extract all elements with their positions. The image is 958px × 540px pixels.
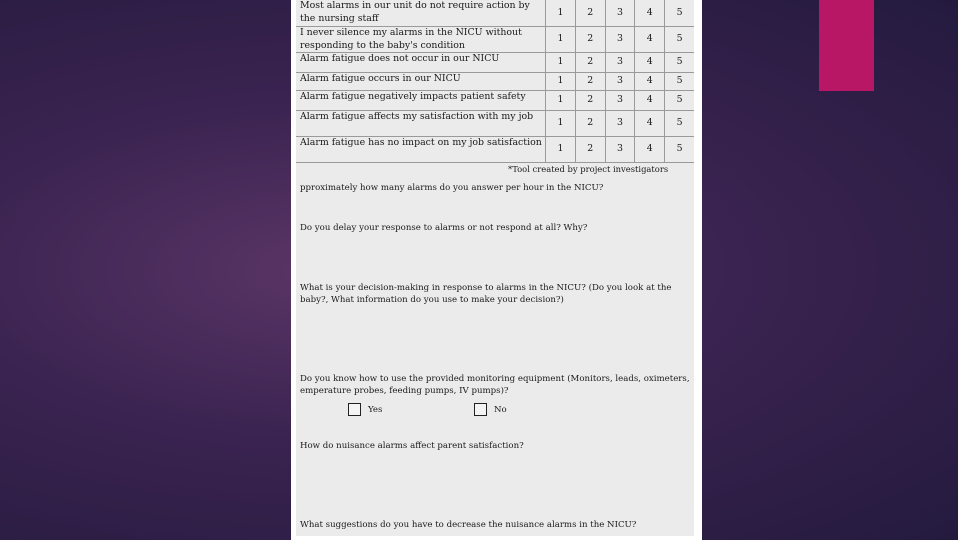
option-no[interactable] bbox=[474, 403, 507, 416]
survey-page bbox=[291, 0, 702, 540]
likert-statement: Alarm fatigue has no impact on my job satisfaction bbox=[296, 137, 546, 163]
likert-row bbox=[296, 111, 694, 137]
tool-credit: *Tool created by project investigators bbox=[508, 164, 669, 174]
likert-statement: Alarm fatigue occurs in our NICU bbox=[296, 73, 546, 91]
likert-score-4[interactable]: 4 bbox=[635, 91, 665, 111]
question-parent-satisfaction: How do nuisance alarms affect parent satisfaction? bbox=[300, 441, 524, 451]
likert-score-1[interactable]: 1 bbox=[546, 91, 576, 111]
likert-score-3[interactable]: 3 bbox=[605, 111, 635, 137]
likert-row bbox=[296, 137, 694, 163]
likert-score-5[interactable]: 5 bbox=[665, 91, 694, 111]
likert-score-5[interactable]: 5 bbox=[665, 111, 694, 137]
likert-row bbox=[296, 73, 694, 91]
likert-score-4[interactable]: 4 bbox=[635, 27, 665, 53]
likert-table bbox=[296, 0, 694, 163]
likert-row bbox=[296, 27, 694, 53]
yes-no-options bbox=[296, 403, 694, 417]
option-yes-label: Yes bbox=[368, 404, 383, 415]
option-yes[interactable] bbox=[348, 403, 382, 416]
likert-statement: Alarm fatigue does not occur in our NICU bbox=[296, 53, 546, 73]
likert-score-2[interactable]: 2 bbox=[575, 137, 605, 163]
likert-score-3[interactable]: 3 bbox=[605, 91, 635, 111]
likert-score-4[interactable]: 4 bbox=[635, 73, 665, 91]
likert-score-4[interactable]: 4 bbox=[635, 53, 665, 73]
likert-score-3[interactable]: 3 bbox=[605, 137, 635, 163]
likert-score-5[interactable]: 5 bbox=[665, 27, 694, 53]
likert-row bbox=[296, 91, 694, 111]
likert-score-5[interactable]: 5 bbox=[665, 73, 694, 91]
likert-score-4[interactable]: 4 bbox=[635, 137, 665, 163]
question-monitoring-equipment: Do you know how to use the provided monitoring equipment (Monitors, leads, oximeters, emperature probes, feeding pumps, IV pumps)? bbox=[300, 374, 690, 396]
likert-score-2[interactable]: 2 bbox=[575, 27, 605, 53]
likert-score-3[interactable]: 3 bbox=[605, 73, 635, 91]
likert-score-2[interactable]: 2 bbox=[575, 91, 605, 111]
likert-score-2[interactable]: 2 bbox=[575, 73, 605, 91]
likert-score-1[interactable]: 1 bbox=[546, 27, 576, 53]
question-delay-response: Do you delay your response to alarms or not respond at all? Why? bbox=[300, 223, 588, 233]
likert-score-1[interactable]: 1 bbox=[546, 0, 576, 27]
likert-statement: I never silence my alarms in the NICU without responding to the baby's condition bbox=[296, 27, 546, 53]
likert-score-1[interactable]: 1 bbox=[546, 53, 576, 73]
likert-statement: Alarm fatigue negatively impacts patient safety bbox=[296, 91, 546, 111]
likert-score-1[interactable]: 1 bbox=[546, 137, 576, 163]
likert-score-1[interactable]: 1 bbox=[546, 73, 576, 91]
yes-checkbox[interactable] bbox=[348, 403, 361, 416]
likert-score-2[interactable]: 2 bbox=[575, 53, 605, 73]
likert-score-5[interactable]: 5 bbox=[665, 137, 694, 163]
likert-score-1[interactable]: 1 bbox=[546, 111, 576, 137]
question-alarms-per-hour: pproximately how many alarms do you answer per hour in the NICU? bbox=[300, 183, 604, 193]
likert-statement: Most alarms in our unit do not require action by the nursing staff bbox=[296, 0, 546, 27]
likert-score-3[interactable]: 3 bbox=[605, 27, 635, 53]
likert-row bbox=[296, 53, 694, 73]
likert-score-4[interactable]: 4 bbox=[635, 0, 665, 27]
likert-score-4[interactable]: 4 bbox=[635, 111, 665, 137]
option-no-label: No bbox=[494, 404, 507, 415]
likert-score-5[interactable]: 5 bbox=[665, 0, 694, 27]
survey-sheet bbox=[296, 0, 694, 536]
no-checkbox[interactable] bbox=[474, 403, 487, 416]
accent-bar bbox=[819, 0, 874, 91]
likert-score-3[interactable]: 3 bbox=[605, 53, 635, 73]
likert-statement: Alarm fatigue affects my satisfaction with my job bbox=[296, 111, 546, 137]
likert-score-5[interactable]: 5 bbox=[665, 53, 694, 73]
likert-score-2[interactable]: 2 bbox=[575, 0, 605, 27]
question-decision-making: What is your decision-making in response to alarms in the NICU? (Do you look at the baby?, What information do you use to make your decision?) bbox=[300, 283, 672, 305]
question-suggestions: What suggestions do you have to decrease the nuisance alarms in the NICU? bbox=[300, 520, 637, 530]
likert-score-3[interactable]: 3 bbox=[605, 0, 635, 27]
likert-row bbox=[296, 0, 694, 27]
likert-score-2[interactable]: 2 bbox=[575, 111, 605, 137]
